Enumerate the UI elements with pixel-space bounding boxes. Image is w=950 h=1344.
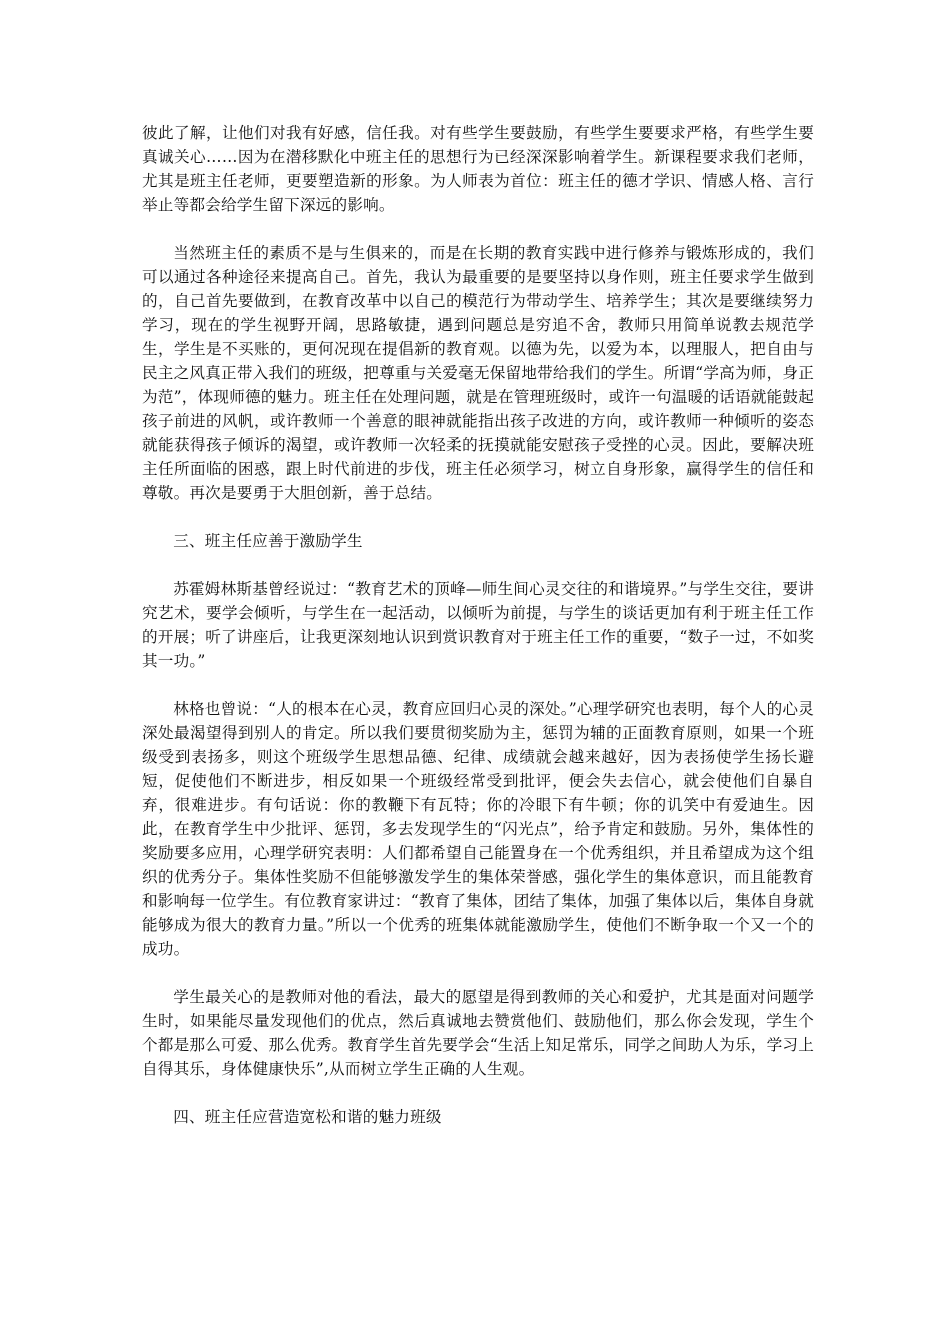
paragraph-1: 彼此了解，让他们对我有好感，信任我。对有些学生要鼓励，有些学生要要求严格，有些学生要真诚关心……因为在潜移默化中班主任的思想行为已经深深影响着学生。新课程要求我们老师，尤其是班主任老师，更要塑造新的形象。为人师表为首位：班主任的德才学识、情感人格、言行举止等都会给学生留下深远的影响。 — [142, 124, 814, 214]
document-body — [142, 121, 814, 1153]
section-heading-3: 三、班主任应善于激励学生 — [173, 532, 363, 550]
paragraph-4: 林格也曾说：“人的根本在心灵，教育应回归心灵的深处。”心理学研究也表明，每个人的心灵深处最渴望得到别人的肯定。所以我们要贯彻奖励为主，惩罚为辅的正面教育原则，如果一个班级受到表扬多，则这个班级学生思想品德、纪律、成绩就会越来越好，因为表扬使学生扬长避短，促使他们不断进步，相反如果一个班级经常受到批评，便会失去信心，就会使他们自暴自弃，很难进步。有句话说：你的教鞭下有瓦特；你的冷眼下有牛顿；你的讥笑中有爱迪生。因此，在教育学生中少批评、惩罚，多去发现学生的“闪光点”，给予肯定和鼓励。另外，集体性的奖励要多应用，心理学研究表明：人们都希望自己能置身在一个优秀组织，并且希望成为这个组织的优秀分子。集体性奖励不但能够激发学生的集体荣誉感，强化学生的集体意识，而且能教育和影响每一位学生。有位教育家讲过：“教育了集体，团结了集体，加强了集体以后，集体自身就能够成为很大的教育力量。”所以一个优秀的班集体就能激励学生，使他们不断争取一个又一个的成功。 — [142, 700, 814, 958]
section-heading-4: 四、班主任应营造宽松和谐的魅力班级 — [173, 1108, 442, 1126]
paragraph-2: 当然班主任的素质不是与生俱来的，而是在长期的教育实践中进行修养与锻炼形成的，我们可以通过各种途径来提高自己。首先，我认为最重要的是要坚持以身作则，班主任要求学生做到的，自己首先要做到，在教育改革中以自己的模范行为带动学生、培养学生；其次是要继续努力学习，现在的学生视野开阔，思路敏捷，遇到问题总是穷追不舍，教师只用简单说教去规范学生，学生是不买账的，更何况现在提倡新的教育观。以德为先，以爱为本，以理服人，把自由与民主之风真正带入我们的班级，把尊重与关爱毫无保留地带给我们的学生。所谓“学高为师，身正为范”，体现师德的魅力。班主任在处理问题，就是在管理班级时，或许一句温暖的话语就能鼓起孩子前进的风帆，或许教师一个善意的眼神就能指出孩子改进的方向，或许教师一种倾听的姿态就能获得孩子倾诉的渴望，或许教师一次轻柔的抚摸就能安慰孩子受挫的心灵。因此，要解决班主任所面临的困惑，跟上时代前进的步伐，班主任必须学习，树立自身形象，赢得学生的信任和尊敬。再次是要勇于大胆创新，善于总结。 — [142, 244, 814, 502]
paragraph-3: 苏霍姆林斯基曾经说过：“教育艺术的顶峰—师生间心灵交往的和谐境界。”与学生交往，要讲究艺术，要学会倾听，与学生在一起活动，以倾听为前提，与学生的谈话更加有利于班主任工作的开展；听了讲座后，让我更深刻地认识到赏识教育对于班主任工作的重要，“数子一过，不如奖其一功。” — [142, 580, 814, 670]
paragraph-5: 学生最关心的是教师对他的看法，最大的愿望是得到教师的关心和爱护，尤其是面对问题学生时，如果能尽量发现他们的优点，然后真诚地去赞赏他们、鼓励他们，那么你会发现，学生个个都是那么可爱、那么优秀。教育学生首先要学会“生活上知足常乐，同学之间助人为乐，学习上自得其乐，身体健康快乐”,从而树立学生正确的人生观。 — [142, 988, 814, 1078]
